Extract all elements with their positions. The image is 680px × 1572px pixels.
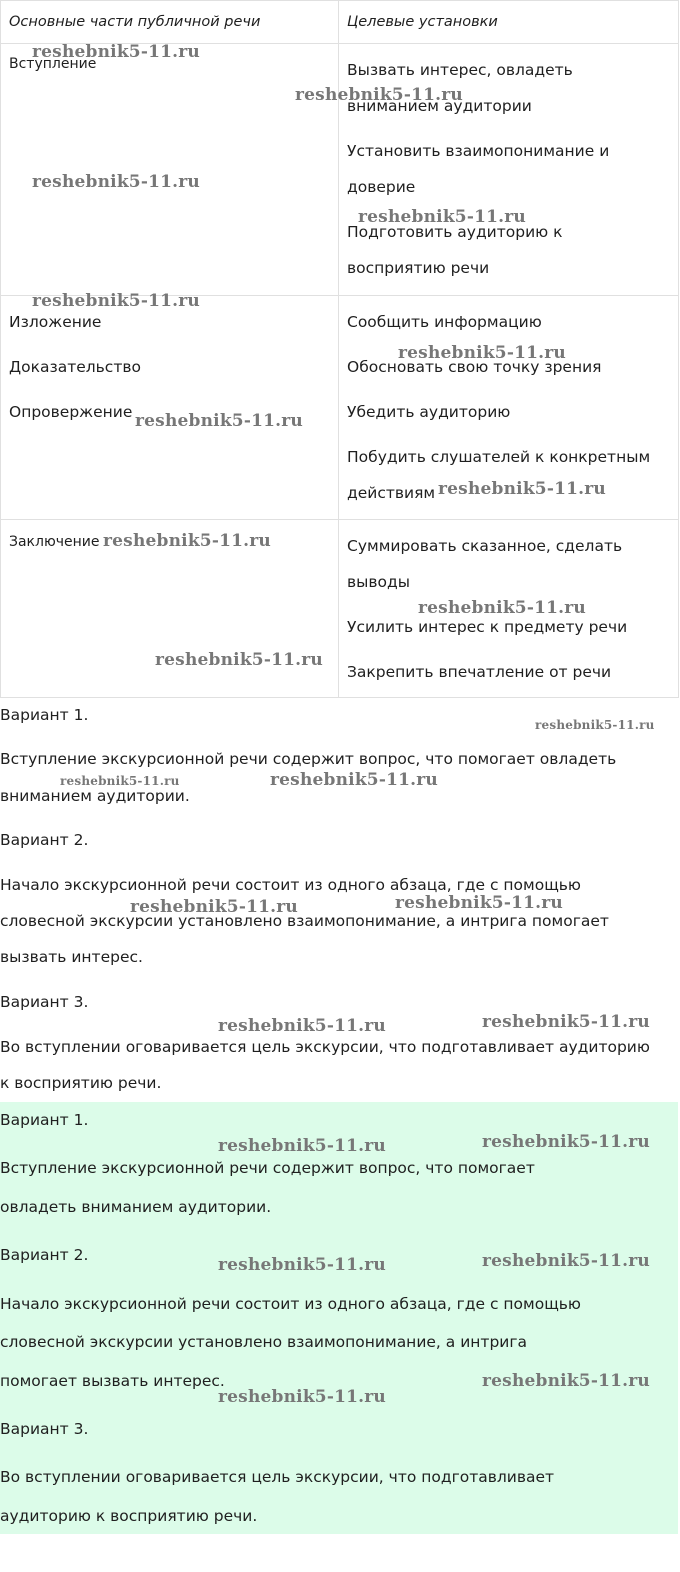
answer-line: овладеть вниманием аудитории. <box>0 1198 272 1216</box>
answer-line: Вступление экскурсионной речи содержит вопрос, что помогает <box>0 1159 535 1177</box>
watermark: reshebnik5-11.ru <box>218 1387 386 1407</box>
row-goals-cell <box>339 520 679 698</box>
goal-line: восприятию речи <box>347 259 490 277</box>
table-row <box>1 44 679 296</box>
table-header-parts: Основные части публичной речи <box>1 1 339 44</box>
goal-line: Вызвать интерес, овладеть <box>347 61 573 79</box>
answer-line: Во вступлении оговаривается цель экскурсии, что подготавливает <box>0 1468 555 1486</box>
variant-title: Вариант 1. <box>0 1111 89 1129</box>
goal-line: действиям <box>347 484 436 502</box>
answer-line: Начало экскурсионной речи состоит из одного абзаца, где с помощью <box>0 876 581 894</box>
watermark: reshebnik5-11.ru <box>535 718 655 732</box>
speech-parts-table <box>0 0 679 698</box>
part-label: Доказательство <box>9 358 141 376</box>
watermark: reshebnik5-11.ru <box>482 1132 650 1152</box>
goal-line: Подготовить аудиторию к <box>347 223 563 241</box>
goal-line: выводы <box>347 573 410 591</box>
answer-line: Во вступлении оговаривается цель экскурсии, что подготавливает аудиторию <box>0 1038 650 1056</box>
goal-line: Обосновать свою точку зрения <box>347 358 602 376</box>
watermark: reshebnik5-11.ru <box>358 207 526 227</box>
answer-line: к восприятию речи. <box>0 1074 162 1092</box>
answer-line: помогает вызвать интерес. <box>0 1372 225 1390</box>
table-row <box>1 296 679 520</box>
watermark: reshebnik5-11.ru <box>270 770 438 790</box>
table-header-row <box>1 1 679 44</box>
row-parts-cell <box>1 520 339 698</box>
watermark: reshebnik5-11.ru <box>482 1371 650 1391</box>
answer-line: словесной экскурсии установлено взаимопонимание, а интрига помогает <box>0 912 609 930</box>
variant-title: Вариант 2. <box>0 1246 89 1264</box>
watermark: reshebnik5-11.ru <box>395 893 563 913</box>
goal-line: Усилить интерес к предмету речи <box>347 618 628 636</box>
part-label: Опровержение <box>9 403 133 421</box>
goal-line: Суммировать сказанное, сделать <box>347 537 623 555</box>
watermark: reshebnik5-11.ru <box>438 479 606 499</box>
goal-line: Закрепить впечатление от речи <box>347 663 612 681</box>
answer-line: вызвать интерес. <box>0 948 143 966</box>
watermark: reshebnik5-11.ru <box>32 291 200 311</box>
watermark: reshebnik5-11.ru <box>32 172 200 192</box>
goal-line: Установить взаимопонимание и <box>347 142 610 160</box>
watermark: reshebnik5-11.ru <box>135 411 303 431</box>
row-goals-cell <box>339 44 679 296</box>
goal-line: Убедить аудиторию <box>347 403 511 421</box>
part-label: Заключение <box>9 534 100 550</box>
watermark: reshebnik5-11.ru <box>155 650 323 670</box>
answer-line: Начало экскурсионной речи состоит из одного абзаца, где с помощью <box>0 1295 581 1313</box>
watermark: reshebnik5-11.ru <box>218 1136 386 1156</box>
watermark: reshebnik5-11.ru <box>398 343 566 363</box>
goal-line: доверие <box>347 178 416 196</box>
watermark: reshebnik5-11.ru <box>418 598 586 618</box>
answer-line: Вступление экскурсионной речи содержит вопрос, что помогает овладеть <box>0 750 617 768</box>
table-header-goals: Целевые установки <box>339 1 679 44</box>
variant-title: Вариант 3. <box>0 993 89 1011</box>
variant-title: Вариант 1. <box>0 706 89 724</box>
table-row <box>1 520 679 698</box>
watermark: reshebnik5-11.ru <box>32 42 200 62</box>
row-parts-cell <box>1 44 339 296</box>
goal-line: вниманием аудитории <box>347 97 532 115</box>
watermark: reshebnik5-11.ru <box>218 1255 386 1275</box>
goal-line: Сообщить информацию <box>347 313 542 331</box>
answer-line: словесной экскурсии установлено взаимопонимание, а интрига <box>0 1333 527 1351</box>
row-parts-cell <box>1 296 339 520</box>
watermark: reshebnik5-11.ru <box>218 1016 386 1036</box>
variant-title: Вариант 2. <box>0 831 89 849</box>
highlighted-answers <box>0 1102 678 1534</box>
watermark: reshebnik5-11.ru <box>60 774 180 788</box>
row-goals-cell <box>339 296 679 520</box>
answer-line: вниманием аудитории. <box>0 787 190 805</box>
part-label: Вступление <box>9 56 97 72</box>
variant-title: Вариант 3. <box>0 1420 89 1438</box>
goal-line: Побудить слушателей к конкретным <box>347 448 651 466</box>
watermark: reshebnik5-11.ru <box>130 897 298 917</box>
watermark: reshebnik5-11.ru <box>103 531 271 551</box>
part-label: Изложение <box>9 313 102 331</box>
watermark: reshebnik5-11.ru <box>482 1012 650 1032</box>
watermark: reshebnik5-11.ru <box>482 1251 650 1271</box>
answer-line: аудиторию к восприятию речи. <box>0 1507 258 1525</box>
watermark: reshebnik5-11.ru <box>295 85 463 105</box>
